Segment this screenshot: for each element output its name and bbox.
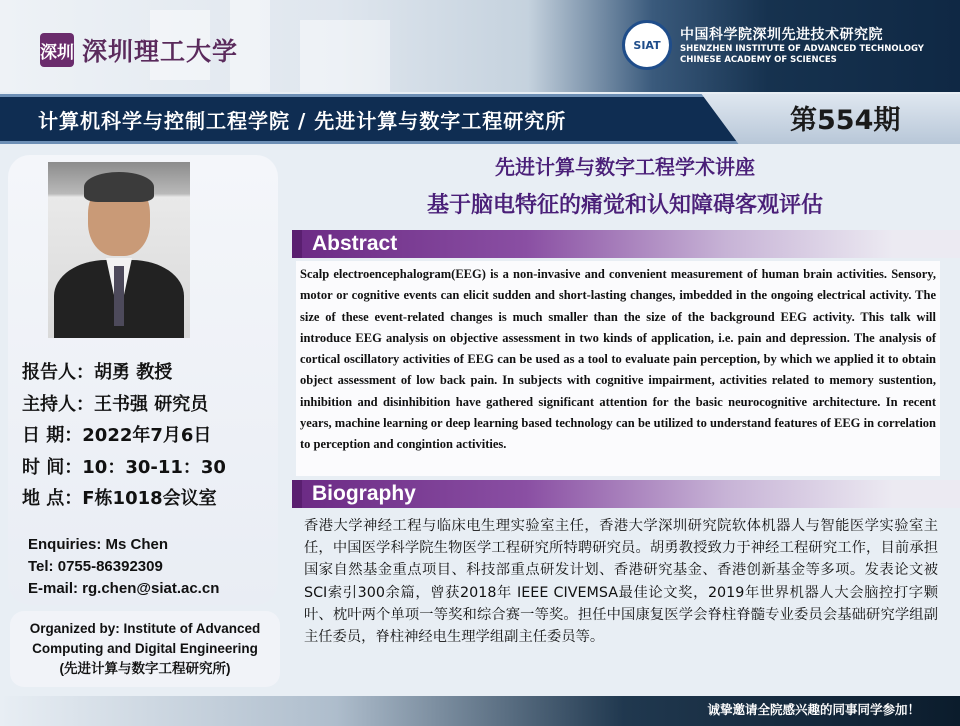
siat-name-en-2: CHINESE ACADEMY OF SCIENCES — [680, 55, 837, 65]
footer-invitation: 诚挚邀请全院感兴趣的同事同学参加！ — [707, 702, 920, 717]
biography-header — [292, 480, 960, 508]
talk-title: 基于脑电特征的痛觉和认知障碍客观评估 — [426, 193, 823, 218]
venue-line: 地 点：F栋1018会议室 — [22, 488, 217, 509]
host-line: 主持人：王书强 研究员 — [22, 393, 209, 415]
siat-name-cn: 中国科学院深圳先进技术研究院 — [680, 27, 883, 43]
siat-logo — [622, 20, 924, 70]
biography-label: Biography — [312, 482, 416, 505]
szut-logo — [40, 32, 238, 68]
siat-name-en-1: SHENZHEN INSTITUTE OF ADVANCED TECHNOLOGY — [680, 44, 924, 54]
tel-line: Tel: 0755-86392309 — [28, 558, 163, 575]
speaker-line: 报告人：胡勇 教授 — [22, 362, 173, 383]
siat-seal-icon: SIAT — [622, 20, 672, 70]
contact-info — [28, 536, 219, 602]
issue-number: 第554期 — [790, 105, 901, 136]
organizer-line-1: Organized by: Institute of Advanced — [29, 621, 261, 636]
szut-name: 深圳理工大学 — [82, 37, 239, 66]
enquiries-line: Enquiries: Ms Chen — [28, 536, 169, 553]
building-decoration — [300, 20, 390, 92]
talk-series: 先进计算与数字工程学术讲座 — [495, 155, 755, 179]
abstract-text: Scalp electroencephalogram(EEG) is a non-invasive and convenient measurement of human brain activities. Sensory, motor or cognitive events can elicit sudden and short-lasting changes, imbedded in the ongoing electrical activity. The size of these event-related changes is much smaller than the size of the background EEG activity. This talk will introduce EEG analysis on objective assessment in two kinds of application, i.e. pain and depression. The analysis of cortical oscillatory activities of EEG can be used as a tool to evaluate pain perception, by which we applied it to obtain object assessment of low back pain. In subjects with cognitive impairment, activities related to memory sustention, inhibition and disinhibition have gathered significant attention for the basic neurocognitive architecture. In recent years, machine learning or deep learning based technology can be utilized to understand features of EEG in correlation to perception and congintion activities. — [300, 267, 936, 452]
siat-text — [680, 24, 924, 66]
speaker-info — [22, 358, 226, 516]
date-line: 日 期：2022年7月6日 — [22, 425, 212, 446]
abstract-label: Abstract — [312, 232, 398, 255]
department-title: 计算机科学与控制工程学院 / 先进计算与数字工程研究所 — [38, 109, 567, 133]
time-line: 时 间：10：30-11：30 — [22, 456, 226, 478]
organizer-line-3: (先进计算与数字工程研究所) — [59, 661, 231, 676]
organizer-box — [10, 611, 280, 687]
abstract-header — [292, 230, 960, 258]
speaker-photo — [48, 162, 190, 338]
szut-logo-mark: 深圳 — [40, 33, 74, 67]
biography-text: 香港大学神经工程与临床电生理实验室主任，香港大学深圳研究院软体机器人与智能医学实验室主任，中国医学科学院生物医学工程研究所特聘研究员。胡勇教授致力于神经工程研究工作，目前承担国家自然基金重点项目、科技部重点研发计划、香港研究基金、香港创新基金等多项。发表论文被SCI索引300余篇，曾获2018年 IEEE CIVEMSA最佳论文奖，2019年世界机器人大会脑控打字颗叶、枕叶两个单项一等奖和综合赛一等奖。担任中国康复医学会脊柱脊髓专业委员会基础研究学组副主任委员，脊柱神经电生理学组副主任委员等。 — [304, 518, 938, 646]
email-line: E-mail: rg.chen@siat.ac.cn — [28, 580, 220, 597]
organizer-line-2: Computing and Digital Engineering — [32, 641, 258, 656]
